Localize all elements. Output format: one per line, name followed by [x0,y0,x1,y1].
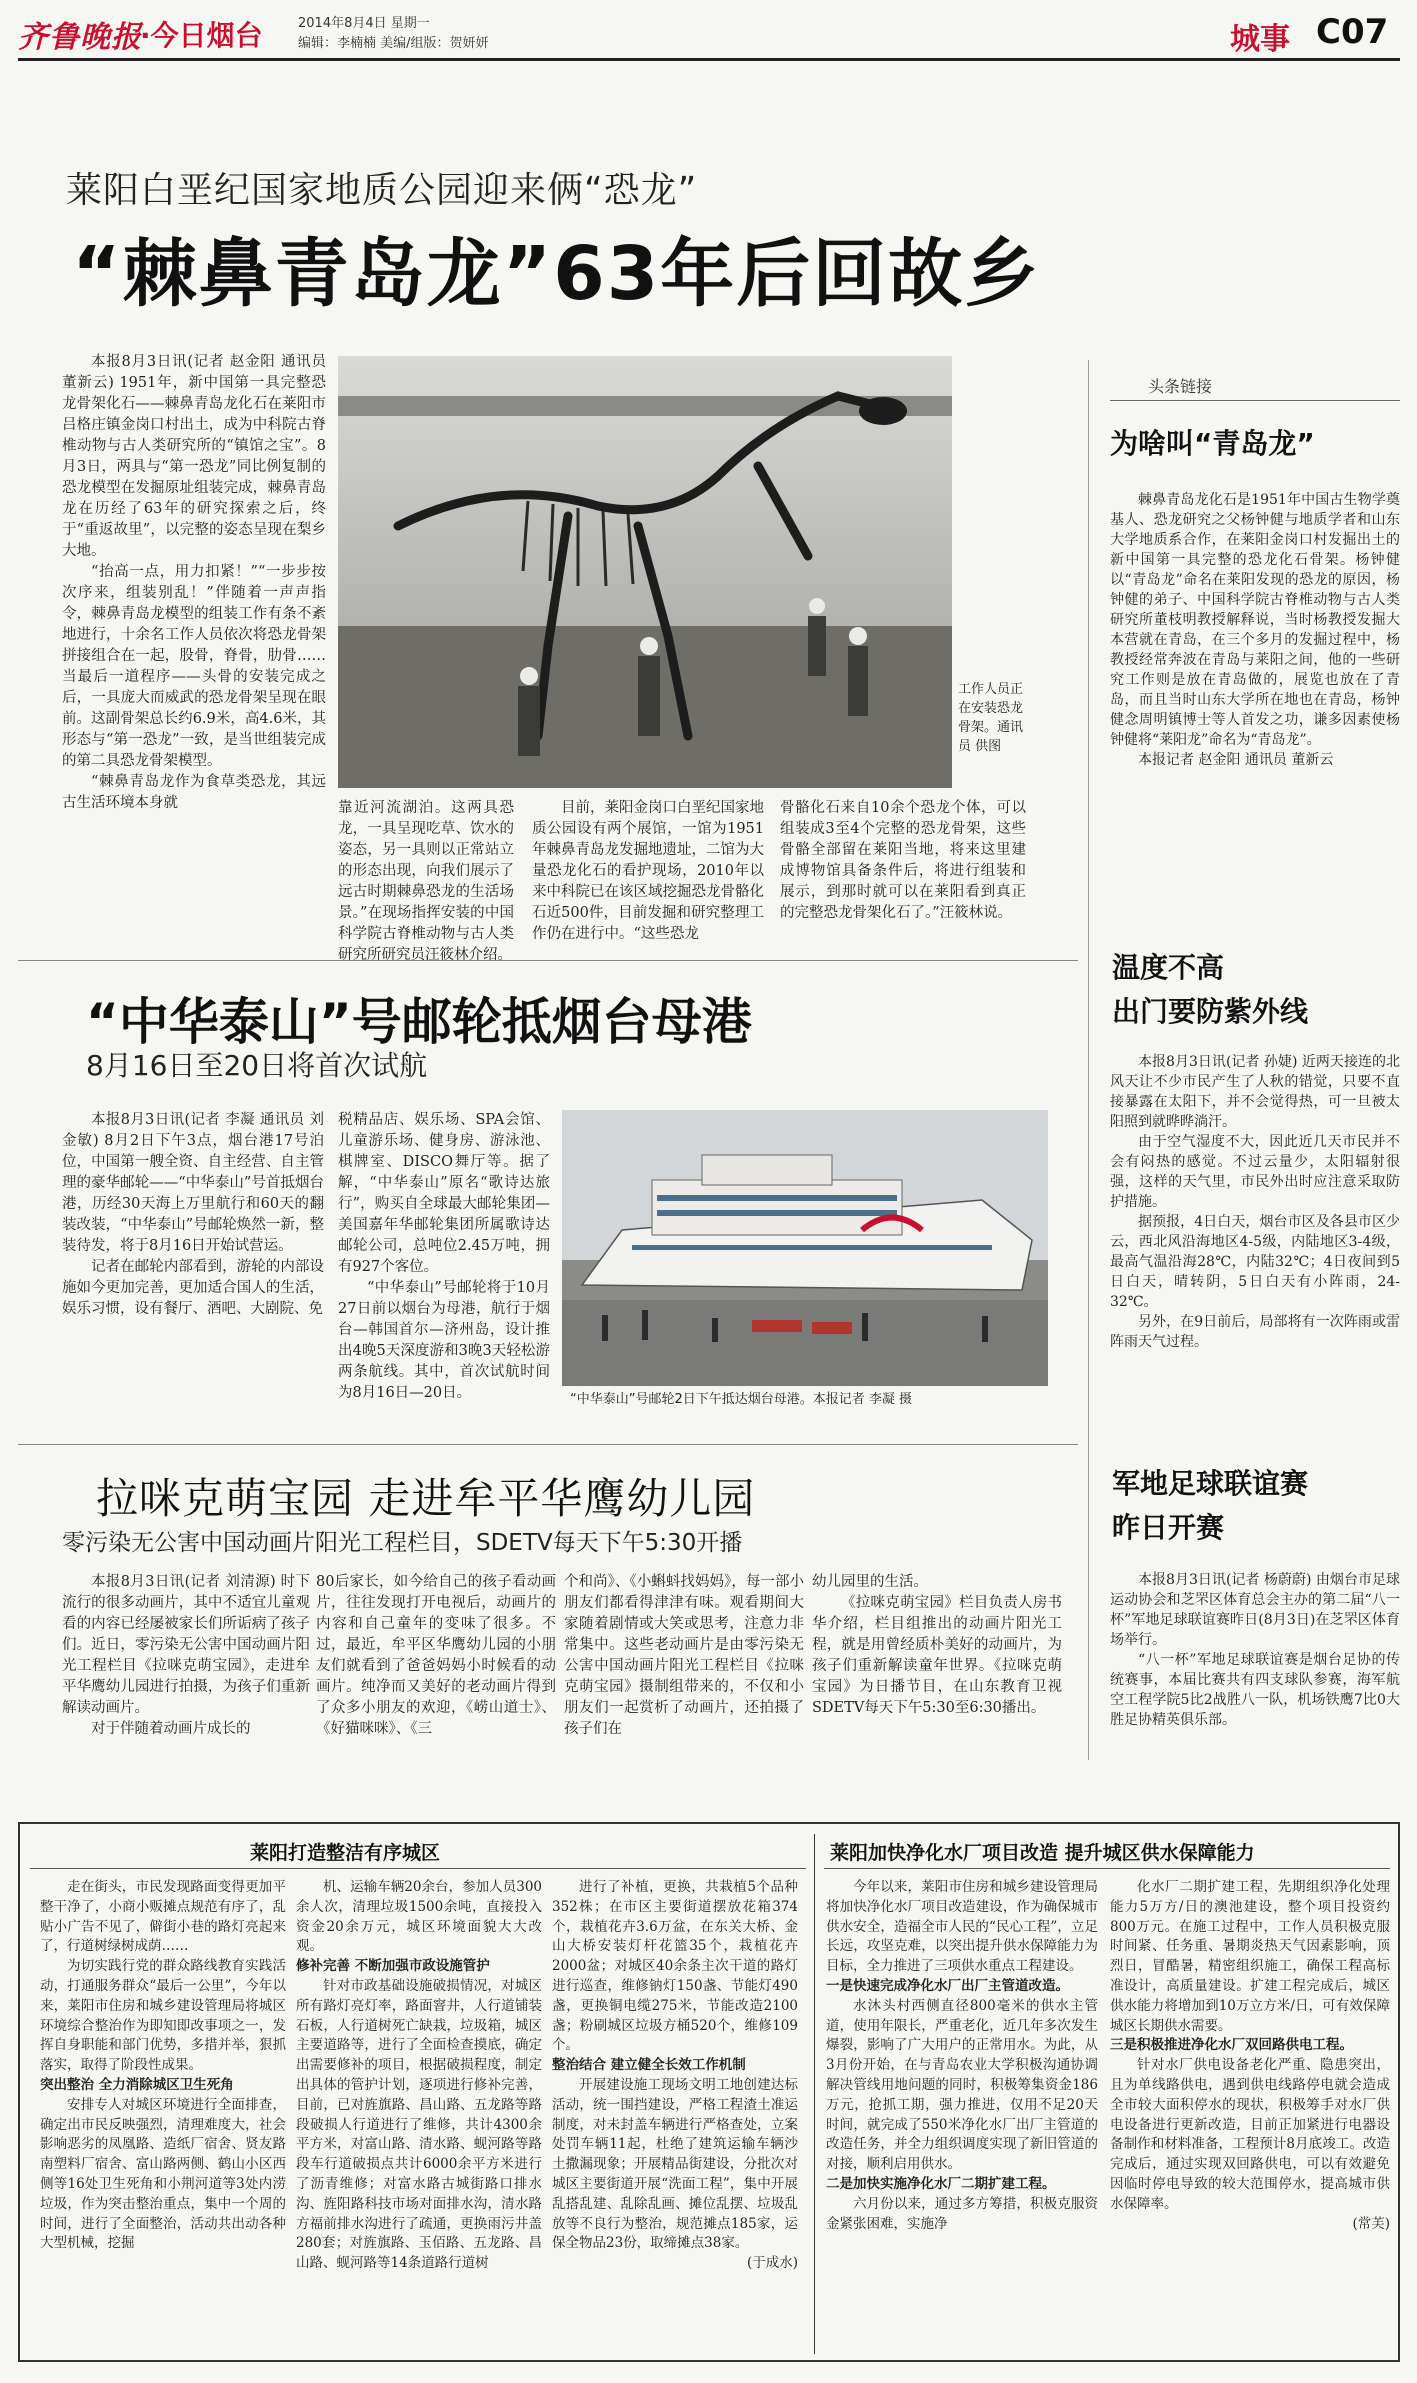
box2-col2-p3: 针对水厂供电设备老化严重、隐患突出，且为单线路供电，遇到供电线路停电就会造成全市较大面积停水的现状，积极筹手对水厂供电设备进行更新改造，目前正加紧进行电器设备制作和材料准备，工程预计8月底竣工。改造完成后，通过实现双回路供电，可以有效避免因临时停电导致的较大范围停水，提高城市供水保障率。 [1110,2057,1390,2212]
box1-col3 [552,1878,798,2354]
box1-col2-p2: 修补完善 不断加强市政设施管护 [296,1958,490,1975]
story2-col2-p1: 税精品店、娱乐场、SPA会馆、儿童游乐场、健身房、游泳池、棋牌室、DISCO舞厅等。据了解，“中华泰山”原名“歌诗达旅行”，购买自全球最大邮轮集团—美国嘉年华邮轮集团所属歌诗达邮轮公司，总吨位2.45万吨，拥有927个客位。 [338,1112,550,1275]
story3-col4-p2: 《拉咪克萌宝园》栏目负责人房书华介绍，栏目组推出的动画片阳光工程，就是用曾经质朴美好的动画片，为孩子们重新解读童年世界。《拉咪克萌宝园》为日播节目，在山东教育卫视SDETV每天下午5:30至6:30播出。 [812,1595,1062,1716]
story1-headline: “棘鼻青岛龙”63年后回故乡 [72,231,1041,317]
story1-kicker: 莱阳白垩纪国家地质公园迎来俩“恐龙” [66,170,698,211]
story2-col2 [338,1110,550,1410]
sidebar1-rule [1110,400,1400,401]
story3-col3 [564,1572,804,1800]
story3-col3-p1: 个和尚》、《小蝌蚪找妈妈》，每一部小朋友们都看得津津有味。观看期间大家随着剧情或大笑或思考，注意力非常集中。这些老动画片是由零污染无公害中国动画片阳光工程栏目《拉咪克萌宝园》摄制组带来的，不仅和小朋友们一起赏析了动画片，还拍摄了孩子们在 [564,1574,804,1737]
box1-col1-p2: 为切实践行党的群众路线教育实践活动，打通服务群众“最后一公里”，今年以来，莱阳市住房和城乡建设管理局将城区环境综合整治作为即知即改事项之一，发挥自身职能和部门优势，多措并举，狠抓落实，取得了阶段性成果。 [40,1958,286,2074]
box2-col1-p3: 水沐头村西侧直径800毫米的供水主管道，使用年限长，严重老化，近几年多次发生爆裂，影响了广大用户的正常用水。为此，从3月份开始，在与青岛农业大学积极沟通协调解决管线用地问题的同时，积极筹集资金186万元，抢抓工期，强力推进，仅用不足20天时间，就完成了550米净化水厂出厂主管道的改造任务，并全力组织调度实现了新旧管道的对接，顺利启用供水。 [826,1997,1098,2173]
sidebar2-body-p2: 由于空气湿度不大，因此近几天市民并不会有闷热的感觉。不过云量少，太阳辐射很强，这样的天气里，市民外出时应注意采取防护措施。 [1110,1134,1400,1210]
box1-col1-p1: 走在街头，市民发现路面变得更加平整干净了，小商小贩摊点规范有序了，乱贴小广告不见了，僻街小巷的路灯亮起来了，行道树绿树成荫…… [40,1879,286,1955]
masthead-rule [18,58,1400,61]
story1-col1-p3: “棘鼻青岛龙作为食草类恐龙，其远古生活环境本身就 [62,774,326,811]
story3-headline: 拉咪克萌宝园 走进牟平华鹰幼儿园 [96,1474,756,1523]
box1-col3-p2: 整治结合 建立健全长效工作机制 [552,2057,746,2074]
box1-col2-p1: 机、运输车辆20余台，参加人员300余人次，清理垃圾1500余吨，直接投入资金20余万元，城区环境面貌大大改观。 [296,1879,542,1955]
sidebar3-title: 军地足球联谊赛 昨日开赛 [1112,1467,1309,1544]
sidebar3-body [1110,1570,1400,1800]
box1-col3-p3: 开展建设施工现场文明工地创建达标活动，统一围挡建设，严格工程渣土准运制度，对未封盖车辆进行严格查处，立案处罚车辆11起，杜绝了建筑运输车辆沙土撒漏现象；开展精品街建设，分批次对城区主要街道开展“洗面工程”，集中开展乱搭乱建、乱除乱画、摊位乱摆、垃圾乱放等不良行为整治，规范摊点185家，运保全物品23份，取缔摊点38家。 [552,2076,798,2252]
box2-col1 [826,1878,1098,2354]
masthead-section-right: 城事 [1230,22,1290,57]
story1-photo-caption: 工作人员正在安装恐龙骨架。通讯员 供图 [958,682,1024,754]
box1-title: 莱阳打造整洁有序城区 [250,1842,441,1864]
story2-col1-p1: 本报8月3日讯(记者 李凝 通讯员 刘金敏) 8月2日下午3点，烟台港17号泊位，中国第一艘全资、自主经营、自主管理的豪华邮轮——“中华泰山”号首抵烟台港，历经30天海上万里航行和60天的翻装改装，“中华泰山”号邮轮焕然一新，整装待发，将于8月16日开始试营运。 [62,1112,324,1254]
box2-col2-p2: 三是积极推进净化水厂双回路供电工程。 [1110,2037,1353,2054]
box1-col3-p1: 进行了补植，更换，共栽植5个品种352株；在市区主要街道摆放花箱374个，栽植花卉3.6万盆，在东关大桥、金山大桥安装灯杆花篮35个，栽植花卉2000盆；对城区40余条主次干道的路灯进行巡查，维修钠灯150盏、节能灯490盏，更换铜电缆275米，节能改造2100盏；粉刷城区垃圾方桶520个，维修109个。 [552,1879,798,2054]
dinosaur-assembly-photo [338,356,952,788]
story3-subhead: 零污染无公害中国动画片阳光工程栏目，SDETV每天下午5:30开播 [62,1530,743,1556]
box2-title: 莱阳加快净化水厂项目改造 提升城区供水保障能力 [830,1842,1255,1864]
box1-col1 [40,1878,286,2354]
sidebar3-body-p1: 本报8月3日讯(记者 杨蔚蔚) 由烟台市足球运动协会和芝罘区体育总会主办的第二届“八一杯”军地足球联谊赛昨日(8月3日)在芝罘区体育场举行。 [1110,1572,1400,1648]
masthead-editors: 编辑：李楠楠 美编/组版：贺妍妍 [298,36,489,51]
story3-col1-p1: 本报8月3日讯(记者 刘清源) 时下流行的很多动画片，其中不适宜儿童观看的内容已经屡被家长们所诟病了孩子们。近日，零污染无公害中国动画片阳光工程栏目《拉咪克萌宝园》，走进牟平华鹰幼儿园进行拍摄，为孩子们重新解读动画片。 [62,1574,310,1716]
story3-col4-p1: 幼儿园里的生活。 [812,1574,928,1590]
sidebar2-title: 温度不高 出门要防紫外线 [1112,951,1309,1028]
story3-col1 [62,1572,310,1800]
box2-col2-p1: 化水厂二期扩建工程，先期组织净化处理能力5万方/日的澳池建设，整个项目投资约800万元。在施工过程中，工作人员积极克服时间紧、任务重、暑期炎热天气因素影响，顶烈日，冒酷暑，精密组织施工，确保工程高标准设计，高质量建设。扩建工程完成后，城区供水能力将增加到10万立方米/日，可有效保障城区长期供水需要。 [1110,1879,1390,2034]
story2-bottom-rule [18,1444,1078,1445]
masthead-section-name: ·今日烟台 [140,19,263,52]
sidebar2-body-p1: 本报8月3日讯(记者 孙婕) 近两天接连的北风天让不少市民产生了人秋的错觉，只要不直接暴露在太阳下，并不会觉得热，可一旦被太阳照到就晔晔淌汗。 [1110,1054,1400,1130]
sidebar1-title: 为啥叫“青岛龙” [1110,427,1315,460]
box-divider [814,1834,815,2354]
sidebar1-label: 头条链接 [1148,377,1213,396]
story1-bottom-rule [18,960,1078,961]
story1-col1 [62,352,326,952]
masthead-paper-name: 齐鲁晚报 [18,20,142,55]
box1-col2 [296,1878,542,2354]
story1-col4 [780,798,1026,948]
story1-col2 [338,798,514,963]
page-number: C07 [1316,12,1389,52]
box2-col2 [1110,1878,1390,2354]
box1-col3-p4: (于成水) [746,2255,798,2272]
story3-col2 [316,1572,556,1800]
sidebar1-body [1110,490,1400,910]
story1-col2-p1: 靠近河流湖泊。这两具恐龙，一具呈现吃草、饮水的姿态，另一具则以正常站立的形态出现，向我们展示了远古时期棘鼻恐龙的生活场景。”在现场指挥安装的中国科学院古脊椎动物与古人类研究所研究员汪筱林介绍。 [338,800,514,963]
sidebar2-body [1110,1052,1400,1442]
box1-col1-p3: 突出整治 全力消除城区卫生死角 [40,2076,234,2093]
story2-subhead: 8月16日至20日将首次试航 [86,1049,428,1082]
story1-col3 [532,798,764,948]
box2-col1-p5: 六月份以来，通过多方筹措，积极克服资金紧张困难，实施净 [826,2195,1098,2232]
story3-col1-p2: 对于伴随着动画片成长的 [91,1721,251,1737]
sidebar3-body-p2: “八一杯”军地足球联谊赛是烟台足协的传统赛事，本届比赛共有四支球队参赛，海军航空工程学院5比2战胜八一队，机场铁鹰7比0大胜足协精英俱乐部。 [1110,1652,1400,1728]
sidebar2-body-p4: 另外，在9日前后，局部将有一次阵雨或雷阵雨天气过程。 [1110,1314,1400,1350]
story2-photo-caption: “中华泰山”号邮轮2日下午抵达烟台母港。本报记者 李凝 摄 [570,1392,913,1407]
box2-col1-p1: 今年以来，莱阳市住房和城乡建设管理局将加快净化水厂项目改造建设，作为确保城市供水安全，造福全市人民的“民心工程”，立足长远，攻坚克难，以突出提升供水保障能力为目标，全力推进了三项供水重点工程建设。 [826,1879,1098,1975]
story1-col1-p1: 本报8月3日讯(记者 赵金阳 通讯员 董新云) 1951年，新中国第一具完整恐龙骨架化石——棘鼻青岛龙化石在莱阳市吕格庄镇金岗口村出土，成为中科院古脊椎动物与古人类研究所的“镇馆之宝”。8月3日，两具与“第一恐龙”同比例复制的恐龙模型在发掘原址组装完成，棘鼻青岛龙在历经了63年的研究探索之后，终于“重返故里”，以完整的姿态呈现在梨乡大地。 [62,354,326,559]
story3-col2-p1: 80后家长，如今给自己的孩子看动画片，往往发现打开电视后，动画片的内容和自己童年的变味了很多。不过，最近，牟平区华鹰幼儿园的小朋友们就看到了爸爸妈妈小时候看的动画片。纯净而又美好的老动画片得到了众多小朋友的欢迎，《崂山道士》、《好猫咪咪》、《三 [316,1574,556,1737]
box1-col2-p3: 针对市政基础设施破损情况，对城区所有路灯亮灯率，路面窨井，人行道铺装石板，人行道树死亡缺栽，垃圾箱，城区主要道路等，进行了全面检查摸底，确定出需要修补的项目，根据破损程度，制定出具体的管护计划，逐项进行修补完善，目前，已对旌旗路、昌山路、五龙路等路段破损人行道进行了维修，共计4300余平方米，对富山路、清水路、蚬河路等路段车行道破损点共计6000余平方米进行了沥青维修；对富水路古城街路口排水沟、旌阳路科技市场对面排水沟，清水路方福前排水沟进行了疏通，更换雨污井盖280套；对旌旗路、玉佰路、五龙路、昌山路、蚬河路等14条道路行道树 [296,1977,542,2272]
sidebar1-body-p2: 本报记者 赵金阳 通讯员 董新云 [1138,752,1334,768]
masthead-date: 2014年8月4日 星期一 [298,16,430,31]
sidebar1-body-p1: 棘鼻青岛龙化石是1951年中国古生物学奠基人、恐龙研究之父杨钟健与地质学者和山东大学地质系合作，在莱阳金岗口村发掘出土的新中国第一具完整的恐龙化石骨架。杨钟健以“青岛龙”命名在莱阳发现的恐龙的原因，杨钟健的弟子、中国科学院古脊椎动物与古人类研究所董枝明教授解释说，当时杨教授发掘大本营就在青岛，在三个多月的发掘过程中，杨教授经常奔波在青岛与莱阳之间，他的一些研究工作则是放在青岛做的，展览也放在了青岛，而且当时山东大学所在地也在青岛，杨钟健念周明镇博士等人首发之功，谦多因素使杨钟健将“莱阳龙”命名为“青岛龙”。 [1110,492,1400,748]
box2-col1-p2: 一是快速完成净化水厂出厂主管道改造。 [826,1977,1069,1994]
box1-col1-p4: 安排专人对城区环境进行全面排查，确定出市民反映强烈，清理难度大，社会影响恶劣的凤凰路、造纸厂宿舍、贤友路南塑料厂宿舍、富山路两侧、鹤山小区西侧等16处卫生死角和小荆河道等3处内涝垃圾，作为突击整治重点，集中一个周的时间，进行了全面整治，活动共出动各种大型机械，挖掘 [40,2096,286,2252]
story2-col2-p2: “中华泰山”号邮轮将于10月27日前以烟台为母港，航行于烟台—韩国首尔—济州岛，设计推出4晚5天深度游和3晚3天轻松游两条航线。其中，首次试航时间为8月16日—20日。 [338,1280,550,1401]
story2-col1-p2: 记者在邮轮内部看到，游轮的内部设施如今更加完善，更加适合国人的生活，娱乐习惯，设有餐厅、酒吧、大剧院、免 [62,1259,324,1317]
story2-col1 [62,1110,324,1410]
story3-col4 [812,1572,1062,1800]
story1-col1-p2: “抬高一点，用力扣紧！”“一步步按次序来，组装别乱！”伴随着一声声指令，棘鼻青岛龙模型的组装工作有条不紊地进行，十余名工作人员依次将恐龙骨架拼接组合在一起，股骨，脊骨，肋骨……当最后一道程序——头骨的安装完成之后，一具庞大而威武的恐龙骨架呈现在眼前。这副骨架总长约6.9米，高4.6米，其形态与“第一恐龙”一致，是当世组装完成的第二具恐龙骨架模型。 [62,564,326,769]
sidebar-divider [1088,360,1089,1760]
box2-col1-p4: 二是加快实施净化水厂二期扩建工程。 [826,2175,1056,2192]
cruise-ship-photo [562,1110,1048,1386]
story1-col4-p1: 骨骼化石来自10余个恐龙个体，可以组装成3至4个完整的恐龙骨架，这些骨骼全部留在莱阳当地，将来这里建成博物馆具备条件后，将进行组装和展示，到那时就可以在莱阳看到真正的完整恐龙骨架化石了。”汪筱林说。 [780,800,1026,921]
box2-col2-p4: (常芙) [1352,2215,1390,2232]
sidebar2-body-p3: 据预报，4日白天，烟台市区及各县市区少云，西北风沿海地区4-5级，内陆地区3-4级，最高气温沿海28℃，内陆32℃；4日夜间到5日白天，晴转阴，5日白天有小阵雨，24-32℃。 [1110,1214,1400,1310]
story1-col3-p1: 目前，莱阳金岗口白垩纪国家地质公园设有两个展馆，一馆为1951年棘鼻青岛龙发掘地遗址，二馆为大量恐龙化石的看护现场，2010年以来中科院已在该区域挖掘恐龙骨骼化石近500件，目前发掘和研究整理工作仍在进行中。“这些恐龙 [532,800,764,942]
story2-headline: “中华泰山”号邮轮抵烟台母港 [86,993,752,1051]
